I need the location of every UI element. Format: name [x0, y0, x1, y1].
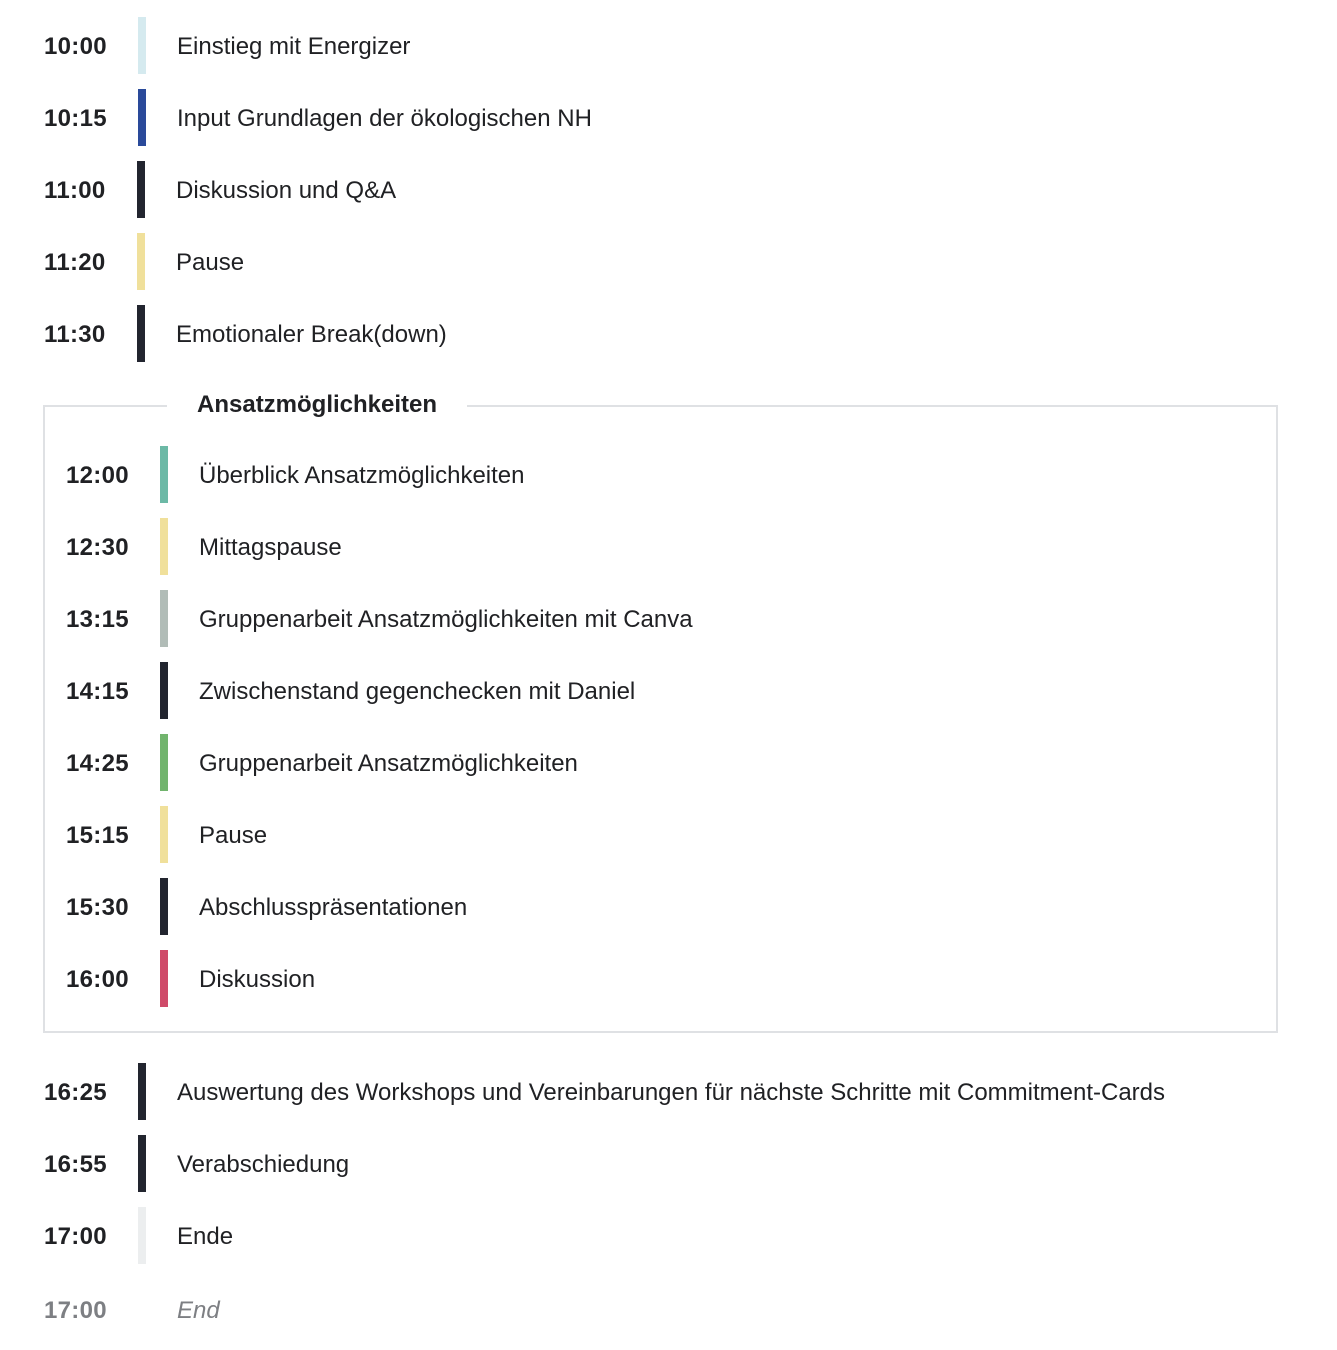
- row-time: 16:25: [44, 1079, 107, 1106]
- row-title: Überblick Ansatzmöglichkeiten: [199, 462, 525, 489]
- schedule-row-0[interactable]: [0, 17, 1337, 75]
- row-time: 12:30: [66, 534, 129, 561]
- row-time: 16:55: [44, 1151, 107, 1178]
- row-color-bar: [137, 233, 145, 290]
- row-time: 15:15: [66, 822, 129, 849]
- row-time: 12:00: [66, 462, 129, 489]
- row-color-bar: [137, 161, 145, 218]
- row-color-bar: [160, 590, 168, 647]
- row-title: Abschlusspräsentationen: [199, 894, 468, 921]
- row-color-bar: [138, 1063, 146, 1120]
- row-title: Input Grundlagen der ökologischen NH: [177, 105, 592, 132]
- row-time: 10:15: [44, 105, 107, 132]
- group-row-2[interactable]: [0, 590, 1337, 648]
- group-row-0[interactable]: [0, 446, 1337, 504]
- row-title: Verabschiedung: [177, 1151, 350, 1178]
- schedule-row-1[interactable]: [0, 89, 1337, 147]
- row-time: 11:30: [44, 321, 106, 348]
- row-time: 16:00: [66, 966, 129, 993]
- schedule-row-2[interactable]: [0, 161, 1337, 219]
- row-color-bar: [137, 305, 145, 362]
- row-title: Mittagspause: [199, 534, 342, 561]
- row-color-bar: [138, 89, 146, 146]
- group-row-7[interactable]: [0, 950, 1337, 1008]
- group-row-6[interactable]: [0, 878, 1337, 936]
- group-row-3[interactable]: [0, 662, 1337, 720]
- schedule-after-row-1[interactable]: [0, 1135, 1337, 1193]
- end-label: End: [177, 1297, 220, 1324]
- row-color-bar: [160, 734, 168, 791]
- row-title: Ende: [177, 1223, 234, 1250]
- row-time: 13:15: [66, 606, 129, 633]
- schedule-after-row-0[interactable]: [0, 1063, 1337, 1121]
- row-color-bar: [160, 518, 168, 575]
- row-title: Einstieg mit Energizer: [177, 33, 411, 60]
- row-color-bar: [138, 17, 146, 74]
- schedule-row-4[interactable]: [0, 305, 1337, 363]
- row-color-bar: [138, 1135, 146, 1192]
- row-time: 14:15: [66, 678, 129, 705]
- row-title: Emotionaler Break(down): [176, 321, 447, 348]
- row-color-bar: [138, 1207, 146, 1264]
- group-title: Ansatzmöglichkeiten: [167, 390, 467, 420]
- row-title: Zwischenstand gegenchecken mit Daniel: [199, 678, 636, 705]
- group-row-1[interactable]: [0, 518, 1337, 576]
- row-time: 10:00: [44, 33, 107, 60]
- row-color-bar: [160, 950, 168, 1007]
- row-title: Pause: [199, 822, 268, 849]
- row-color-bar: [160, 662, 168, 719]
- group-row-4[interactable]: [0, 734, 1337, 792]
- row-title: Pause: [176, 249, 245, 276]
- row-time: 11:20: [44, 249, 106, 276]
- schedule-row-3[interactable]: [0, 233, 1337, 291]
- row-time: 17:00: [44, 1223, 107, 1250]
- row-color-bar: [160, 878, 168, 935]
- group-row-5[interactable]: [0, 806, 1337, 864]
- row-title: Diskussion und Q&A: [176, 177, 397, 204]
- row-title: Auswertung des Workshops und Vereinbarungen für nächste Schritte mit Commitment-Cards: [177, 1079, 1166, 1106]
- end-time: 17:00: [44, 1297, 107, 1324]
- row-color-bar: [160, 806, 168, 863]
- row-time: 15:30: [66, 894, 129, 921]
- row-time: 14:25: [66, 750, 129, 777]
- row-time: 11:00: [44, 177, 106, 204]
- row-color-bar: [160, 446, 168, 503]
- schedule-after-row-2[interactable]: [0, 1207, 1337, 1265]
- end-row: [0, 1281, 1337, 1339]
- row-title: Gruppenarbeit Ansatzmöglichkeiten: [199, 750, 578, 777]
- row-title: Gruppenarbeit Ansatzmöglichkeiten mit Canva: [199, 606, 693, 633]
- row-title: Diskussion: [199, 966, 316, 993]
